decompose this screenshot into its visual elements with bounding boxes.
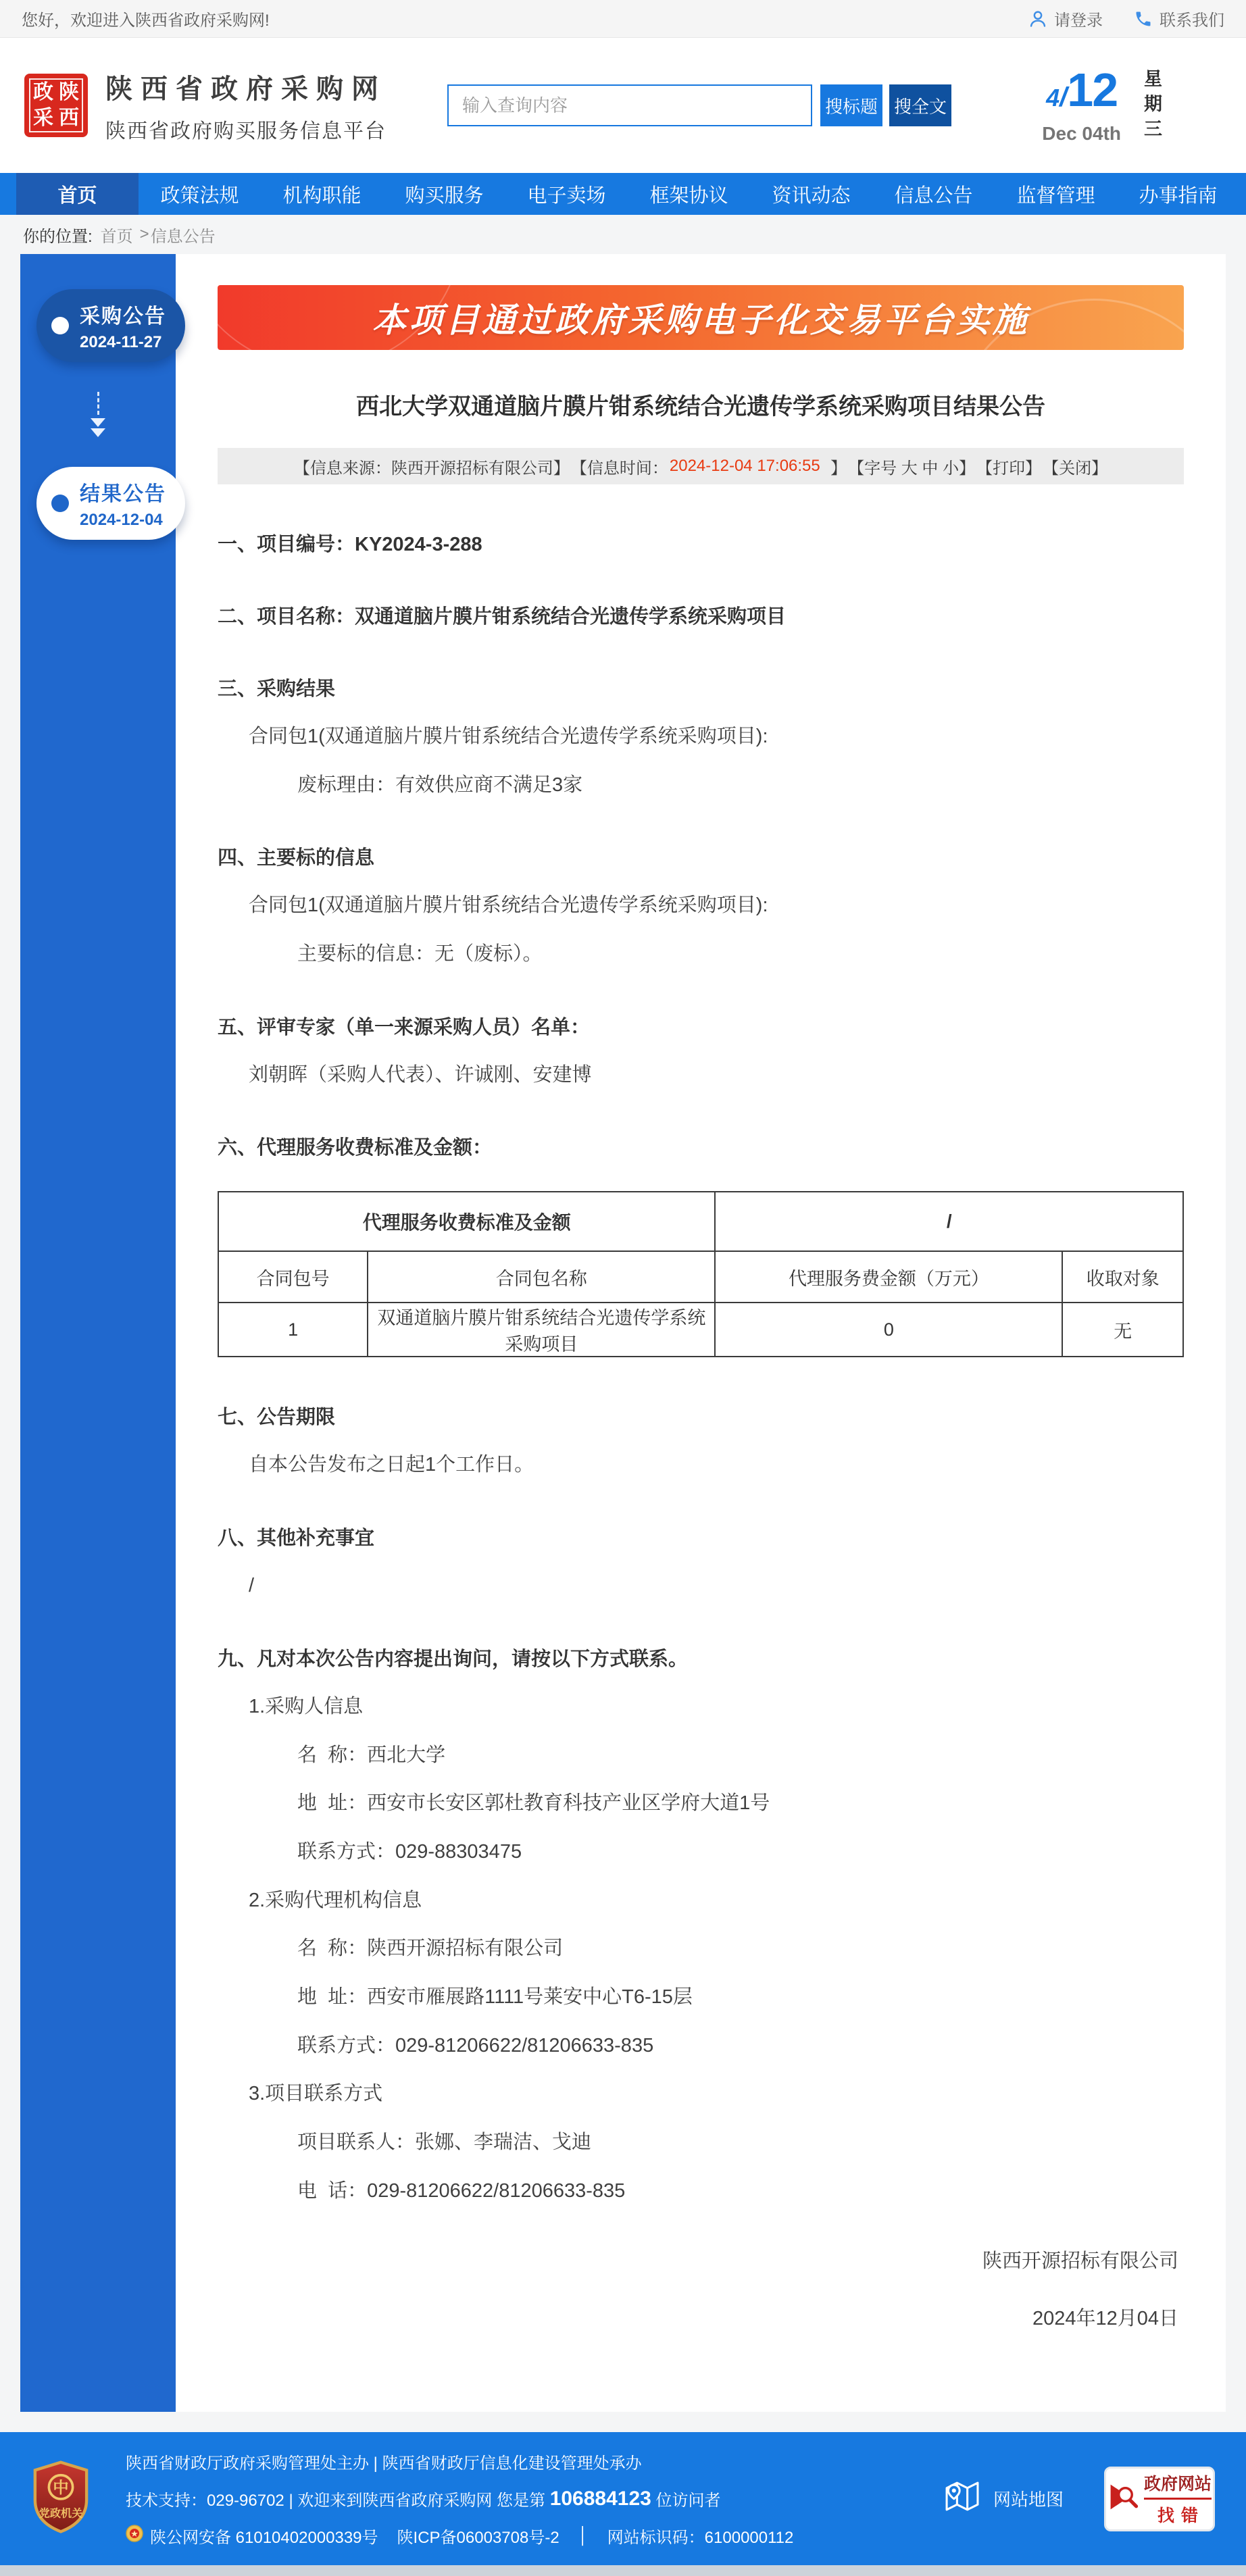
content-area	[20, 254, 1226, 2412]
phone-icon	[1134, 9, 1153, 28]
signature-block	[218, 2246, 1184, 2412]
timeline-dot	[51, 495, 69, 512]
search-title-button[interactable]: 搜标题	[820, 84, 882, 126]
section-contact-info: 九、凡对本次公告内容提出询问，请按以下方式联系。 1.采购人信息 名 称：西北大学 地 址：西安市长安区郭杜教育科技产业区学府大道1号 联系方式：029-88303475 2.采购代理机构信息 名 称：陕西开源招标有限公司 地 址：西安市雁展路1111号莱安中心T6-15层 联系方式：029-81206622/81206633-835 3.项目联系方式 项目联系人：张娜、李瑞洁、戈迪 电 话：029-81206622/81206633-835	[218, 1644, 1184, 2204]
print-button[interactable]: 【打印】	[976, 459, 1042, 478]
fee-table-merged-right: /	[715, 1192, 1183, 1251]
section-main-subject-info: 四、主要标的信息 合同包1(双通道脑片膜片钳系统结合光遗传学系统采购项目): 主要标的信息：无（废标）。	[218, 847, 768, 965]
sidebar-item-procurement-announcement[interactable]	[36, 289, 185, 362]
user-icon	[1028, 9, 1047, 28]
article-meta-bar	[218, 448, 1184, 484]
fee-table-merged-left: 代理服务收费标准及金额	[218, 1192, 715, 1251]
date-month: 4	[1046, 84, 1060, 111]
section-procurement-result: 三、采购结果 合同包1(双通道脑片膜片钳系统结合光遗传学系统采购项目): 废标理由：有效供应商不满足3家	[218, 678, 768, 796]
nav-item-news[interactable]: 资讯动态	[772, 184, 851, 207]
breadcrumb-label: 你的位置:	[23, 227, 93, 246]
article-title: 西北大学双通道脑片膜片钳系统结合光遗传学系统采购项目结果公告	[356, 394, 1045, 420]
fee-table-row: 1 双通道脑片膜片钳系统结合光遗传学系统采购项目 0 无	[218, 1303, 1183, 1357]
bottom-strip	[0, 2565, 1246, 2576]
breadcrumb	[0, 215, 1246, 254]
nav-item-supervision[interactable]: 监督管理	[1016, 184, 1095, 207]
section-project-number: 一、项目编号：KY2024-3-288	[218, 534, 482, 555]
contact-us-label: 联系我们	[1160, 11, 1224, 30]
meta-source: 【信息来源：陕西开源招标有限公司】	[293, 459, 570, 478]
party-gov-badge[interactable]	[31, 2460, 91, 2537]
nav-item-policies[interactable]: 政策法规	[160, 184, 239, 207]
sidebar-item-date: 2024-12-04	[80, 511, 163, 529]
nav-item-functions[interactable]: 机构职能	[282, 184, 362, 207]
footer-support-text: 技术支持：029-96702 | 欢迎来到陕西省政府采购网 您是第	[126, 2492, 550, 2510]
agency-info-head: 2.采购代理机构信息	[249, 1889, 422, 1911]
welcome-text: 您好，欢迎进入陕西省政府采购网!	[22, 11, 270, 30]
search-fulltext-button[interactable]: 搜全文	[889, 84, 951, 126]
section-announcement-period: 七、公告期限 自本公告发布之日起1个工作日。	[218, 1407, 534, 1476]
footer-organizer-line: 陕西省财政厅政府采购管理处主办 | 陕西省财政厅信息化建设管理处承办	[126, 2454, 642, 2473]
sitemap-label: 网站地图	[993, 2490, 1064, 2510]
date-day: 12	[1067, 64, 1118, 116]
visitor-count: 106884123	[549, 2487, 651, 2510]
breadcrumb-current-link[interactable]: 信息公告	[150, 227, 216, 246]
sidebar-item-title: 采购公告	[80, 305, 166, 328]
nav-item-framework-agreements[interactable]: 框架协议	[649, 184, 728, 207]
date-widget: 4/12 Dec 04th 星期三	[1042, 66, 1222, 145]
main-nav	[0, 173, 1246, 215]
close-button[interactable]: 【关闭】	[1043, 459, 1108, 478]
e-platform-banner	[218, 285, 1184, 350]
site-footer: 中 党政机关 陕西省财政厅政府采购管理处主办 | 陕西省财政厅信息化建设管理处承办 技术支持：029-96702 | 欢迎来到陕西省政府采购网 您是第 106884123 位访问者 陕公网安备 61010402000339号 陕ICP备06003708号-2 │ 网站标识码：6100000112 网站地图 政府网站 找错	[0, 2432, 1246, 2565]
banner-text: 本项目通过政府采购电子化交易平台实施	[372, 301, 1029, 339]
nav-item-purchase-services[interactable]: 购买服务	[405, 184, 484, 207]
site-title: 陕西省政府采购网	[105, 74, 387, 104]
nav-item-home[interactable]: 首页	[16, 173, 139, 215]
sitemap-link[interactable]	[945, 2479, 1064, 2519]
search-input[interactable]	[447, 84, 812, 126]
site-code: 网站标识码：6100000112	[607, 2529, 794, 2548]
fee-table-header-row: 合同包号 合同包名称 代理服务费金额（万元） 收取对象	[218, 1251, 1183, 1303]
timeline-sidebar	[20, 254, 176, 2412]
nav-item-guide[interactable]: 办事指南	[1139, 184, 1218, 207]
timeline-dot	[51, 317, 69, 334]
gov-site-error-finder[interactable]	[1104, 2467, 1215, 2531]
sitemap-icon	[945, 2479, 980, 2519]
meta-time-suffix: 】	[821, 459, 847, 478]
breadcrumb-separator: >	[139, 225, 149, 243]
section-other-matters: 八、其他补充事宜 /	[218, 1527, 375, 1597]
error-finder-line1: 政府网站	[1144, 2471, 1212, 2500]
signature-company: 陕西开源招标有限公司	[982, 2250, 1178, 2273]
error-finder-line2: 找错	[1157, 2506, 1205, 2526]
login-link[interactable]	[1028, 7, 1103, 30]
svg-text:中: 中	[53, 2479, 69, 2497]
article-main	[176, 254, 1226, 2412]
icp-beian-link[interactable]: 陕ICP备06003708号-2	[397, 2529, 559, 2548]
site-header	[0, 38, 1246, 173]
police-badge-icon	[126, 2525, 143, 2547]
sidebar-item-title: 结果公告	[80, 483, 166, 505]
agency-fee-table	[218, 1191, 1184, 1357]
sidebar-item-result-announcement[interactable]	[36, 467, 185, 540]
site-subtitle: 陕西省政府购买服务信息平台	[105, 120, 387, 143]
signature-date: 2024年12月04日	[1032, 2308, 1178, 2330]
nav-item-announcements[interactable]: 信息公告	[894, 184, 973, 207]
nav-item-e-marketplace[interactable]: 电子卖场	[527, 184, 606, 207]
weekday-label: 星期三	[1141, 69, 1162, 144]
meta-time-prefix: 【信息时间：	[570, 459, 668, 478]
project-contact-head: 3.项目联系方式	[249, 2083, 383, 2105]
footer-divider: │	[578, 2526, 589, 2545]
section-project-name: 二、项目名称：双通道脑片膜片钳系统结合光遗传学系统采购项目	[218, 606, 787, 628]
contact-us-link[interactable]	[1134, 7, 1224, 30]
sidebar-item-date: 2024-11-27	[80, 333, 162, 351]
site-logo[interactable]	[24, 74, 88, 137]
font-size-controls[interactable]: 【字号 大 中 小】	[848, 459, 976, 478]
section-agency-fee: 六、代理服务收费标准及金额： 代理服务收费标准及金额 / 合同包号 合同包名称 代理服务费金额（万元） 收取对象 1 双通道脑片膜片钳系统结合光遗传学系统采购项目 0 无	[218, 1132, 1184, 1357]
topbar	[0, 0, 1246, 38]
purchaser-info-head: 1.采购人信息	[249, 1695, 364, 1717]
section-experts: 五、评审专家（单一来源采购人员）名单： 刘朝晖（采购人代表）、许诚刚、安建博	[218, 1016, 592, 1086]
logo-characters: 政 陕 采 西	[29, 78, 83, 132]
timeline-arrow-icon	[84, 392, 111, 437]
error-finder-icon	[1107, 2481, 1139, 2516]
meta-time: 2024-12-04 17:06:55	[669, 457, 820, 475]
svg-text:党政机关: 党政机关	[39, 2507, 83, 2520]
breadcrumb-home-link[interactable]: 首页	[100, 227, 133, 246]
search-bar	[447, 84, 951, 126]
police-beian-link[interactable]: 陕公网安备 61010402000339号	[126, 2524, 378, 2548]
date-english: Dec 04th	[1042, 123, 1121, 144]
login-label: 请登录	[1054, 11, 1103, 30]
